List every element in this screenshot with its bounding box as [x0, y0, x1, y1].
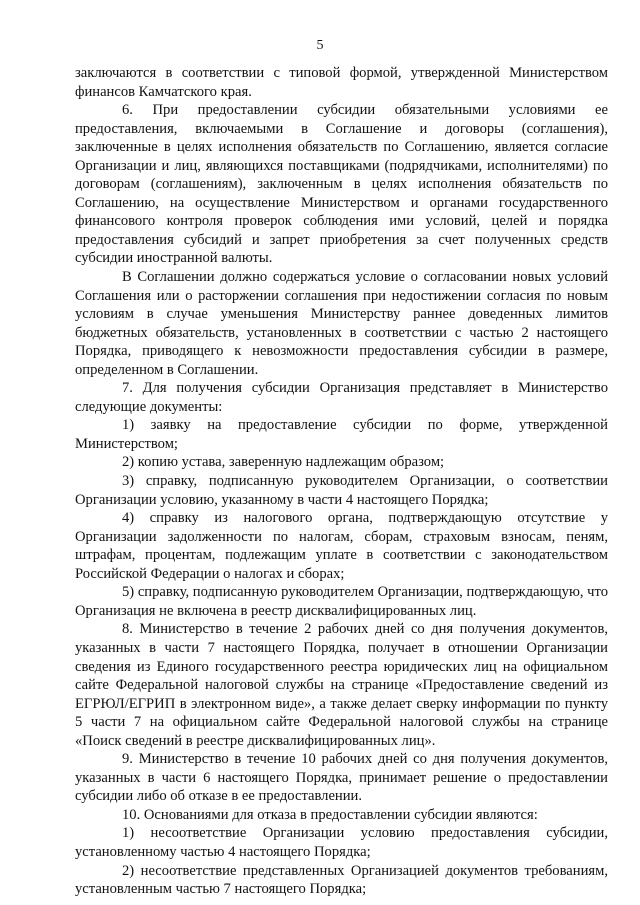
- paragraph-section-6: 6. При предоставлении субсидии обязательными условиями ее предоставления, включаемыми в Соглашение и договоры (соглашения), заключенные в целях исполнения обязательств по Соглашению, является согласие Организации и лиц, являющихся поставщиками (подрядчиками, исполнителями) по договорам (соглашениям), заключенным в целях исполнения обязательств по Соглашению, на осуществление Министерством и органами государственного финансового контроля проверок соблюдения ими условий, целей и порядка предоставления субсидий и запрет приобретения за счет полученных средств субсидии иностранной валюты.: [75, 102, 608, 267]
- paragraph-agreement-condition: В Соглашении должно содержаться условие о согласовании новых условий Соглашения или о расторжении соглашения при недостижении согласия по новым условиям в случае уменьшения Министерству раннее доведенных лимитов бюджетных обязательств, установленных в соответствии с частью 2 настоящего Порядка, приводящего к невозможности предоставления субсидии в размере, определенном в Соглашении.: [75, 269, 608, 378]
- list-item-7-3: 3) справку, подписанную руководителем Организации, о соответствии Организации условию, указанному в части 4 настоящего Порядка;: [75, 473, 608, 508]
- list-item-10-1: 1) несоответствие Организации условию предоставления субсидии, установленному частью 4 настоящего Порядка;: [75, 825, 608, 860]
- document-body: [75, 64, 608, 899]
- paragraph-section-9: 9. Министерство в течение 10 рабочих дней со дня получения документов, указанных в части 6 настоящего Порядка, принимает решение о предоставлении субсидии либо об отказе в ее предоставлении.: [75, 751, 608, 805]
- list-item-7-2: 2) копию устава, заверенную надлежащим образом;: [122, 454, 445, 471]
- page-number: 5: [316, 38, 324, 53]
- paragraph-section-10: 10. Основаниями для отказа в предоставлении субсидии являются:: [122, 806, 538, 823]
- list-item-10-2: 2) несоответствие представленных Организацией документов требованиям, установленным частью 7 настоящего Порядка;: [75, 862, 608, 898]
- paragraph-continuation: заключаются в соответствии с типовой формой, утвержденной Министерством финансов Камчатского края.: [75, 65, 608, 100]
- list-item-7-4: 4) справку из налогового органа, подтверждающую отсутствие у Организации задолженности по налогам, сборам, страховым взносам, пеням, штрафам, процентам, подлежащим уплате в соответствии с законодательством Российской Федерации о налогах и сборах;: [75, 510, 608, 582]
- list-item-7-1: 1) заявку на предоставление субсидии по форме, утвержденной Министерством;: [75, 417, 608, 452]
- paragraph-section-8: 8. Министерство в течение 2 рабочих дней со дня получения документов, указанных в части 7 настоящего Порядка, получает в отношении Организации сведения из Единого государственного реестра юридических лиц на официальном сайте Федеральной налоговой службы на странице «Предоставление сведений из ЕГРЮЛ/ЕГРИП в электронном виде», а также делает сверку информации по пункту 5 части 7 на официальном сайте Федеральной налоговой службы на странице «Поиск сведений в реестре дисквалифицированных лиц».: [75, 621, 608, 749]
- list-item-7-5: 5) справку, подписанную руководителем Организации, подтверждающую, что Организация не включена в реестр дисквалифицированных лиц.: [75, 584, 608, 619]
- paragraph-section-7: 7. Для получения субсидии Организация представляет в Министерство следующие документы:: [75, 380, 608, 415]
